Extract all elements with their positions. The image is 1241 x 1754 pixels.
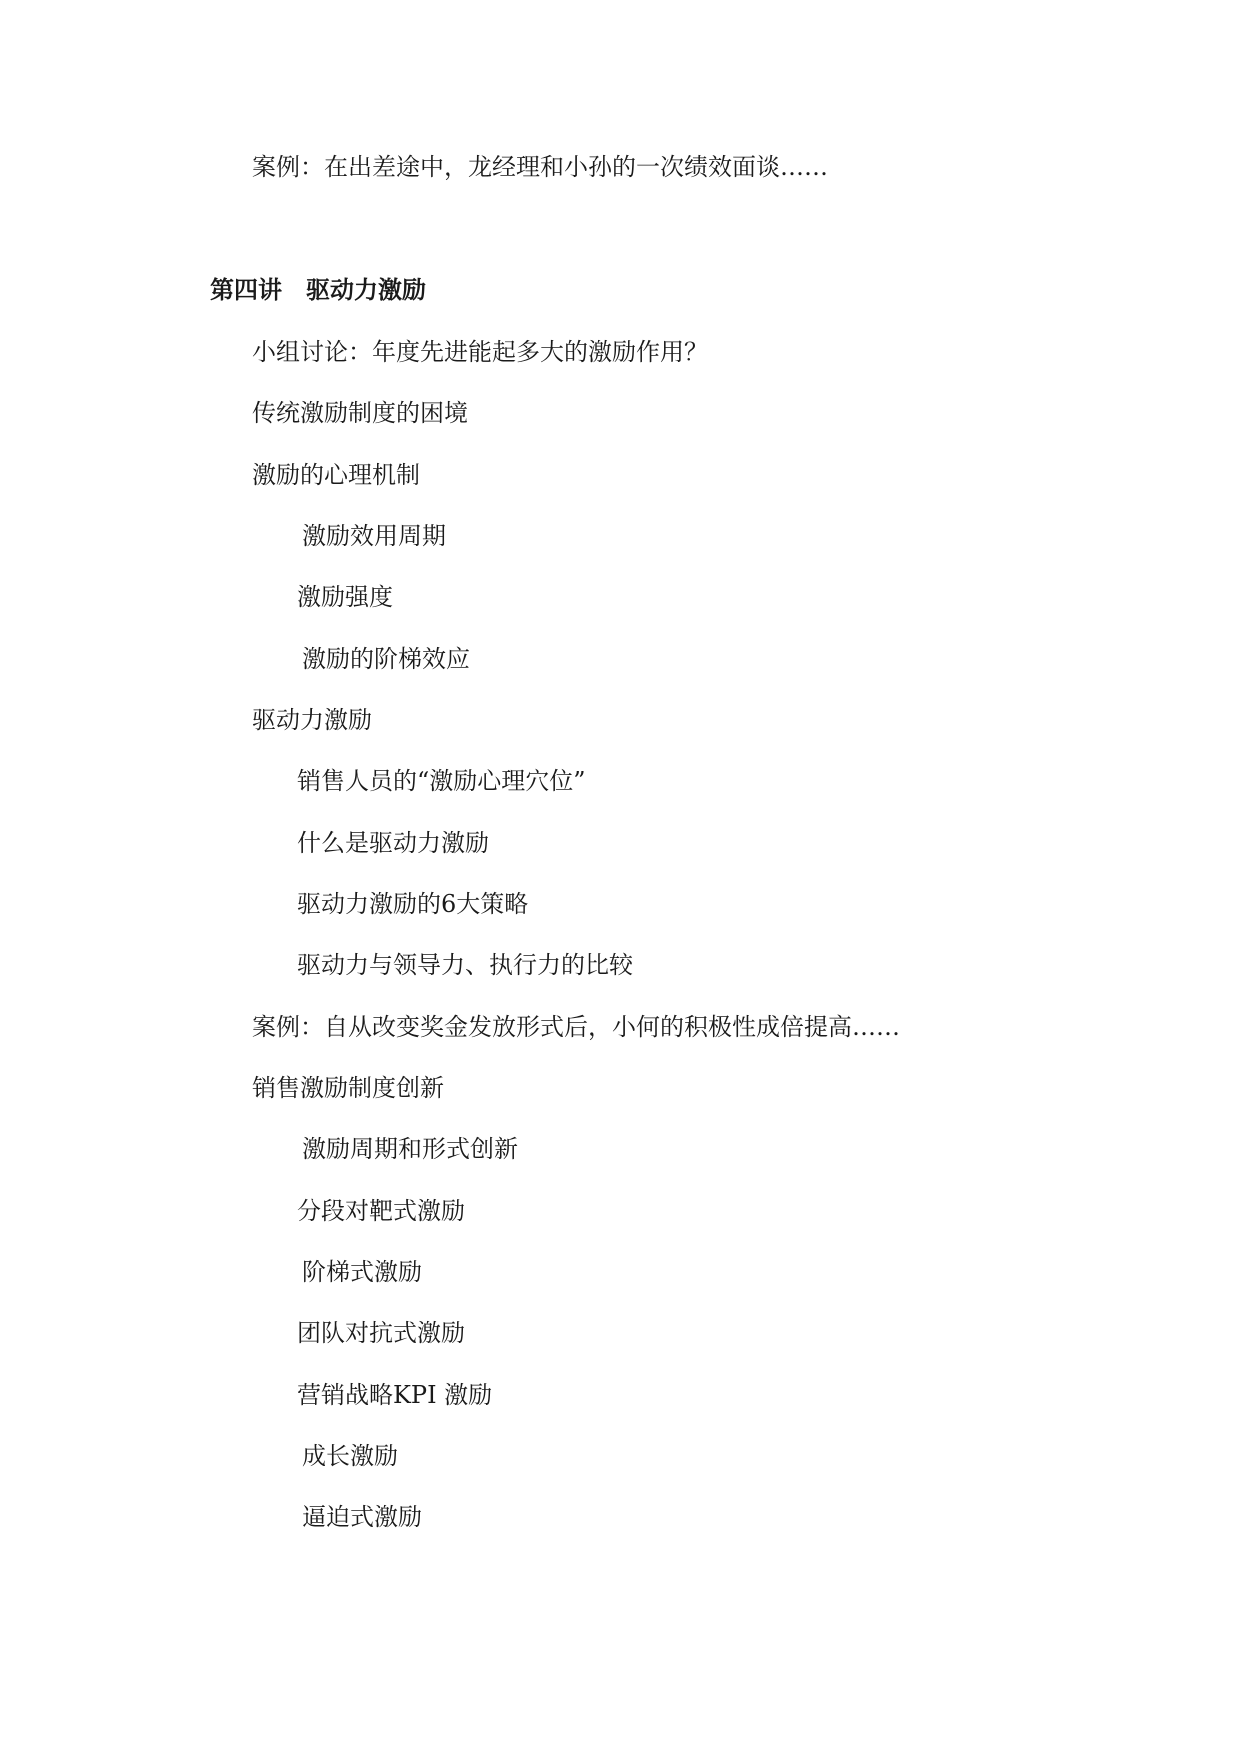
subtopic-line: 销售人员的“激励心理穴位” bbox=[297, 767, 586, 795]
topic-line: 传统激励制度的困境 bbox=[252, 399, 468, 427]
subtopic-line: 营销战略KPI 激励 bbox=[297, 1381, 493, 1409]
subtopic-line: 团队对抗式激励 bbox=[297, 1319, 465, 1347]
topic-line: 销售激励制度创新 bbox=[252, 1074, 444, 1102]
topic-line: 激励的心理机制 bbox=[252, 461, 420, 489]
discussion-line: 小组讨论：年度先进能起多大的激励作用？ bbox=[252, 338, 708, 366]
subtopic-line: 激励强度 bbox=[297, 583, 393, 611]
subtopic-line: 阶梯式激励 bbox=[302, 1258, 422, 1286]
topic-line: 驱动力激励 bbox=[252, 706, 372, 734]
subtopic-line: 分段对靶式激励 bbox=[297, 1197, 465, 1225]
intro-case-text: 案例：在出差途中，龙经理和小孙的一次绩效面谈…… bbox=[252, 153, 828, 181]
subtopic-line: 驱动力与领导力、执行力的比较 bbox=[297, 951, 633, 979]
subtopic-line: 成长激励 bbox=[302, 1442, 398, 1470]
subtopic-line: 逼迫式激励 bbox=[302, 1503, 422, 1531]
section-heading bbox=[210, 275, 426, 305]
section-number: 第四讲 bbox=[210, 276, 282, 304]
subtopic-line: 激励的阶梯效应 bbox=[302, 645, 470, 673]
case-line: 案例：自从改变奖金发放形式后，小何的积极性成倍提高…… bbox=[252, 1013, 900, 1041]
subtopic-line: 驱动力激励的6大策略 bbox=[297, 890, 529, 918]
subtopic-line: 什么是驱动力激励 bbox=[297, 829, 489, 857]
section-title: 驱动力激励 bbox=[306, 276, 426, 304]
subtopic-line: 激励效用周期 bbox=[302, 522, 446, 550]
subtopic-line: 激励周期和形式创新 bbox=[302, 1135, 518, 1163]
